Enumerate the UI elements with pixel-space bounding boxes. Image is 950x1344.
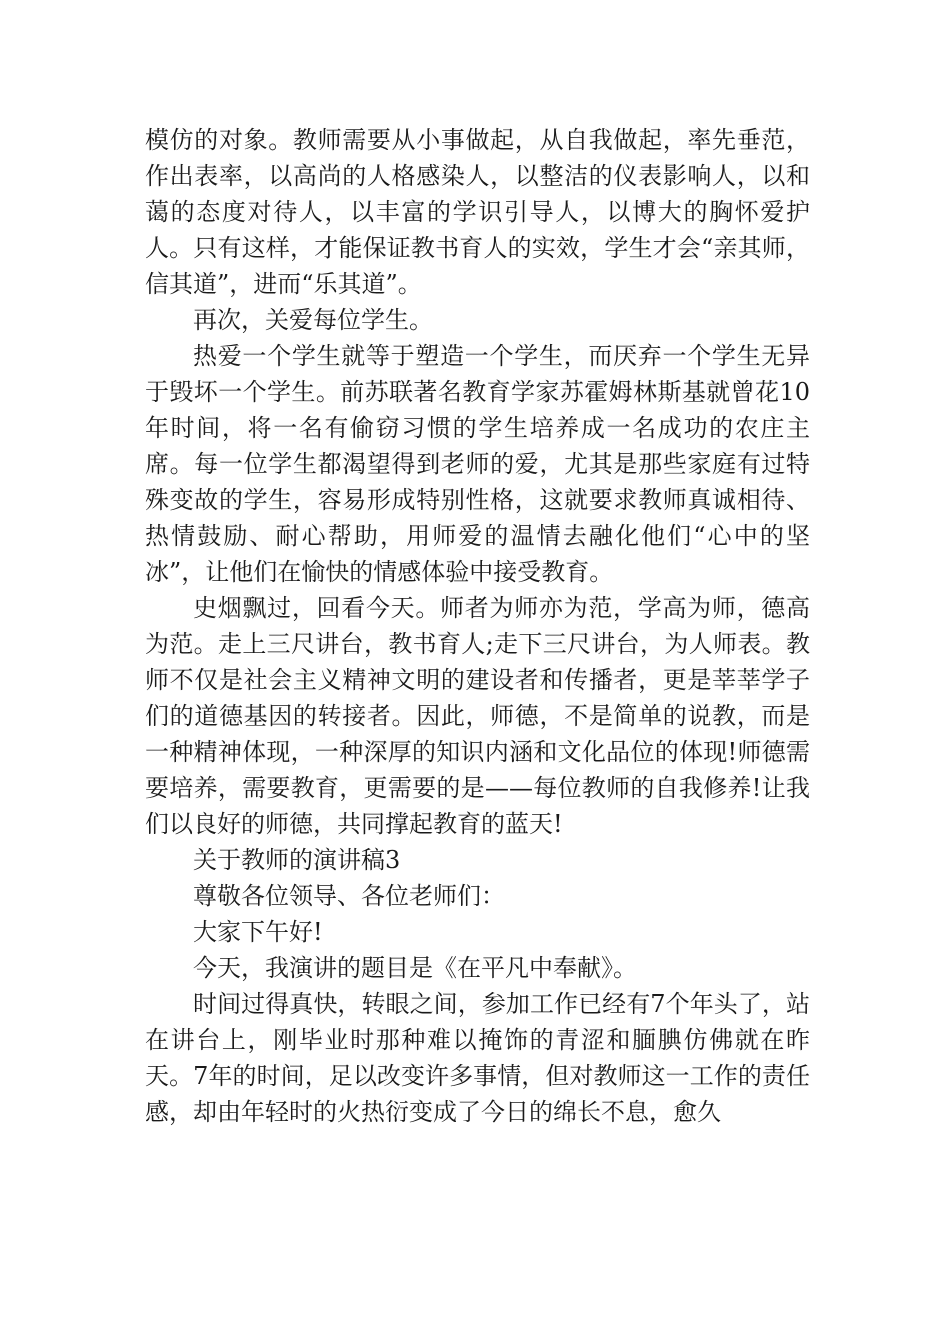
speech-title: 关于教师的演讲稿3 [193,846,401,874]
speech-topic: 今天，我演讲的题目是《在平凡中奉献》。 [193,954,637,982]
paragraph-teacher-ethics: 史烟飘过，回看今天。师者为师亦为范，学高为师，德高为范。走上三尺讲台，教书育人;走下三尺讲台，为人师表。教师不仅是社会主义精神文明的建设者和传播者，更是莘莘学子们的道德基因的转接者。因此，师德，不是简单的说教，而是一种精神体现，一种深厚的知识内涵和文化品位的体现!师德需要培养，需要教育，更需要的是——每位教师的自我修养!让我们以良好的师德，共同撑起教育的蓝天! [145,594,810,838]
paragraph-seven-years: 时间过得真快，转眼之间，参加工作已经有7个年头了，站在讲台上，刚毕业时那种难以掩饰的青涩和腼腆仿佛就在昨天。7年的时间，足以改变许多事情，但对教师这一工作的责任感，却由年轻时的火热衍变成了今日的绵长不息，愈久 [145,990,810,1126]
paragraph-care-students-heading: 再次，关爱每位学生。 [193,306,433,334]
document-body [145,122,810,1130]
speech-salutation: 尊敬各位领导、各位老师们： [193,882,505,910]
speech-greeting: 大家下午好! [193,918,323,946]
paragraph-love-students: 热爱一个学生就等于塑造一个学生，而厌弃一个学生无异于毁坏一个学生。前苏联著名教育学家苏霍姆林斯基就曾花10年时间，将一名有偷窃习惯的学生培养成一名成功的农庄主席。每一位学生都渴望得到老师的爱，尤其是那些家庭有过特殊变故的学生，容易形成特别性格，这就要求教师真诚相待、热情鼓励、耐心帮助，用师爱的温情去融化他们“心中的坚冰”，让他们在愉快的情感体验中接受教育。 [145,342,810,586]
paragraph-continuation: 模仿的对象。教师需要从小事做起，从自我做起，率先垂范，作出表率，以高尚的人格感染人，以整洁的仪表影响人，以和蔼的态度对待人，以丰富的学识引导人，以博大的胸怀爱护人。只有这样，才能保证教书育人的实效，学生才会“亲其师，信其道”，进而“乐其道”。 [145,126,810,298]
